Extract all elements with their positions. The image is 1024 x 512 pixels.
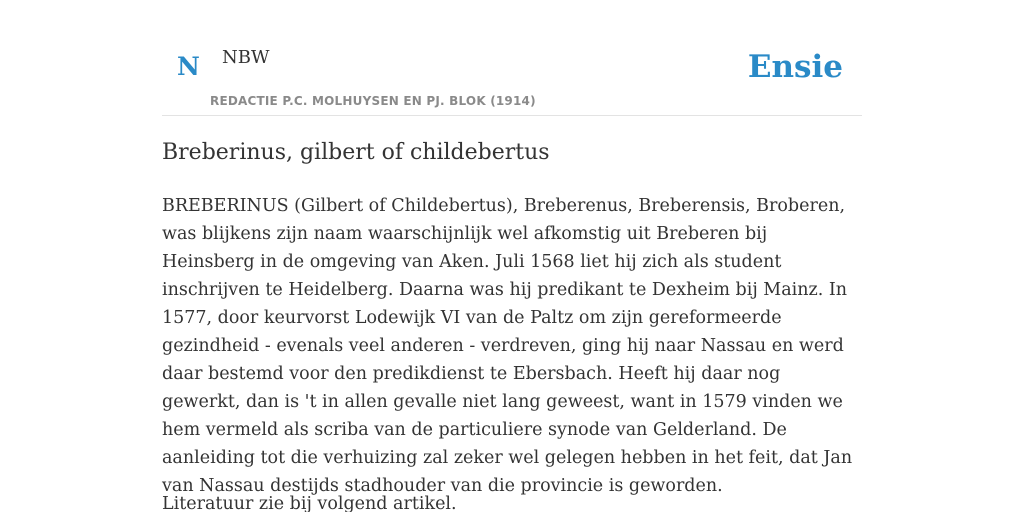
content-container — [162, 0, 862, 512]
source-header — [162, 0, 862, 116]
source-logo[interactable]: N — [177, 52, 200, 81]
article-title: Breberinus, gilbert of childebertus — [162, 140, 550, 165]
source-subtitle: REDACTIE P.C. MOLHUYSEN EN PJ. BLOK (1914) — [210, 94, 536, 108]
brand-logo[interactable]: Ensie — [747, 49, 843, 85]
article-literature: Literatuur zie bij volgend artikel. — [162, 494, 457, 512]
source-title[interactable]: NBW — [222, 47, 270, 68]
article-body: BREBERINUS (Gilbert of Childebertus), Breberenus, Breberensis, Broberen, was blijkens zijn naam waarschijnlijk wel afkomstig uit Breberen bij Heinsberg in de omgeving van Aken. Juli 1568 liet hij zich als student inschrijven te Heidelberg. Daarna was hij predikant te Dexheim bij Mainz. In 1577, door keurvorst Lodewijk VI van de Paltz om zijn gereformeerde gezindheid - evenals veel anderen - verdreven, ging hij naar Nassau en werd daar bestemd voor den predikdienst te Ebersbach. Heeft hij daar nog gewerkt, dan is 't in allen gevalle niet lang geweest, want in 1579 vinden we hem vermeld als scriba van de particuliere synode van Gelderland. De aanleiding tot die verhuizing zal zeker wel gelegen hebben in het feit, dat Jan van Nassau destijds stadhouder van die provincie is geworden. — [162, 196, 853, 496]
